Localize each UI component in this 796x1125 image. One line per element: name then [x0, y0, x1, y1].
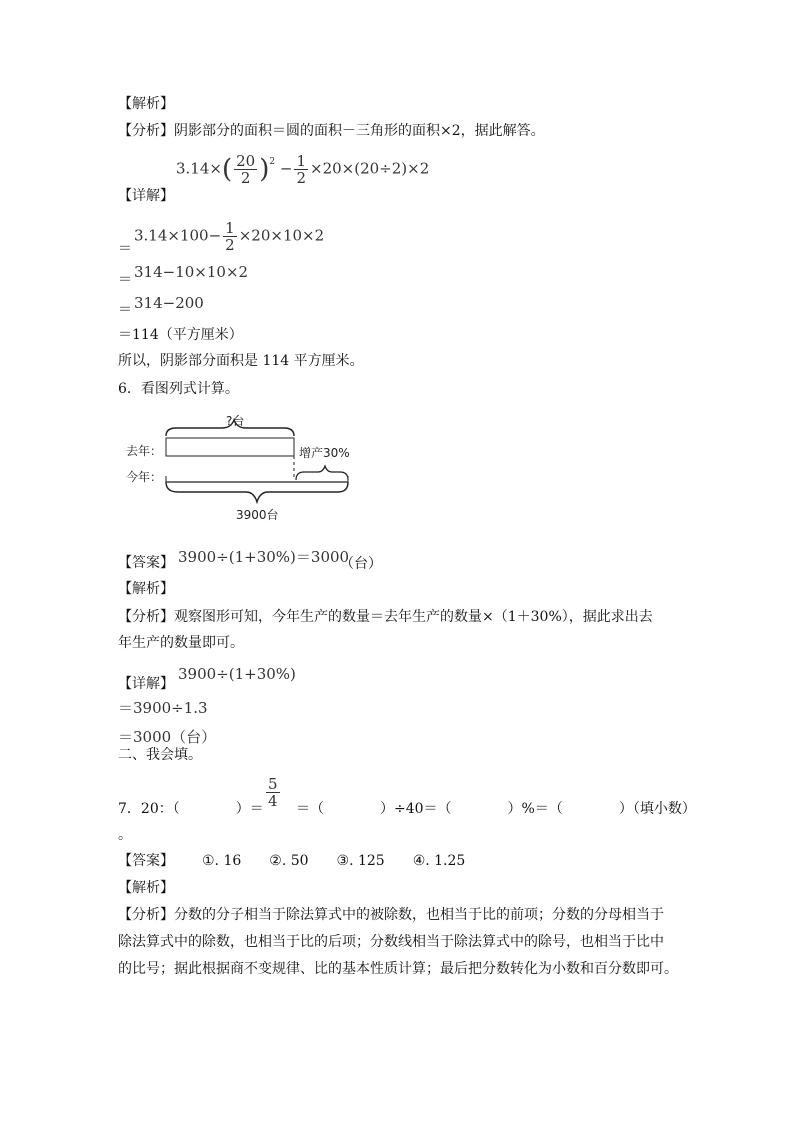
- section-2-heading: 二、我会填。: [118, 747, 202, 763]
- detail-heading-2: 【详解】: [118, 676, 174, 692]
- eq3-prefix: ＝: [118, 302, 132, 318]
- q7-fraction: $\frac{5}{4}$: [268, 775, 278, 810]
- analysis-text-3a: 【分析】分数的分子相当于除法算式中的被除数，也相当于比的前项；分数的分母相当于: [118, 907, 664, 923]
- detail-heading: 【详解】: [118, 188, 174, 204]
- increase-brace: [296, 466, 348, 480]
- question-7-tail: 。: [118, 827, 132, 843]
- question-6: 6．看图列式计算。: [118, 381, 239, 397]
- answer-6-formula: 3900÷(1+30%)＝3000: [178, 548, 350, 566]
- formula-line-1: 3.14×100− $\frac{1}{2}$ ×20×10×2: [134, 219, 325, 254]
- bottom-brace: [166, 482, 348, 502]
- analysis-heading: 【解析】: [118, 96, 174, 112]
- formula-line-0: 3.14×( $\frac{20}{2}$ )$^2$ − $\frac{1}{2}$ ×20×(20÷2)×2: [176, 152, 430, 187]
- formula-line-3: 314−200: [134, 294, 204, 312]
- analysis-text-3b: 除法算式中的除数，也相当于比的后项；分数线相当于除法算式中的除号，也相当于比中: [118, 934, 664, 950]
- this-year-label: 今年：: [126, 470, 163, 484]
- answer-6-unit: （台）: [340, 556, 382, 572]
- analysis-text-3c: 的比号；据此根据商不变规律、比的基本性质计算；最后把分数转化为小数和百分数即可。: [118, 961, 678, 977]
- analysis-text-2a: 【分析】观察图形可知，今年生产的数量＝去年生产的数量×（1＋30%），据此求出去: [118, 609, 653, 625]
- line-segment-diagram: [118, 410, 368, 525]
- question-7-rest: ＝（ ）÷40＝（ ）%＝（ ）（填小数）: [296, 801, 696, 817]
- answer-7-label: 【答案】: [118, 853, 174, 869]
- question-7: 7．20：（ ）＝: [118, 801, 264, 817]
- detail-line-2b: ＝3900÷1.3: [118, 699, 208, 717]
- detail-line-2c: ＝3000（台）: [118, 728, 217, 746]
- top-label: ?台: [226, 414, 245, 428]
- increase-label: 增产30%: [299, 446, 350, 460]
- formula-line-2: 314−10×10×2: [134, 263, 249, 281]
- analysis-heading-2: 【解析】: [118, 581, 174, 597]
- last-year-label: 去年：: [126, 444, 163, 458]
- eq1-prefix: ＝: [118, 241, 132, 257]
- conclusion: 所以，阴影部分面积是 114 平方厘米。: [118, 353, 364, 369]
- analysis-text-2b: 年生产的数量即可。: [118, 635, 244, 651]
- bottom-label: 3900台: [236, 508, 279, 522]
- result-line: ＝114（平方厘米）: [118, 327, 243, 343]
- analysis-heading-3: 【解析】: [118, 880, 174, 896]
- analysis-text: 【分析】阴影部分的面积＝圆的面积－三角形的面积×2，据此解答。: [118, 123, 545, 139]
- detail-formula-2: 3900÷(1+30%): [178, 665, 296, 683]
- answer-7-values: ①. 16 ②. 50 ③. 125 ④. 1.25: [202, 853, 466, 869]
- answer-6-label: 【答案】: [118, 555, 174, 571]
- last-year-bar: [166, 438, 294, 456]
- eq2-prefix: ＝: [118, 272, 132, 288]
